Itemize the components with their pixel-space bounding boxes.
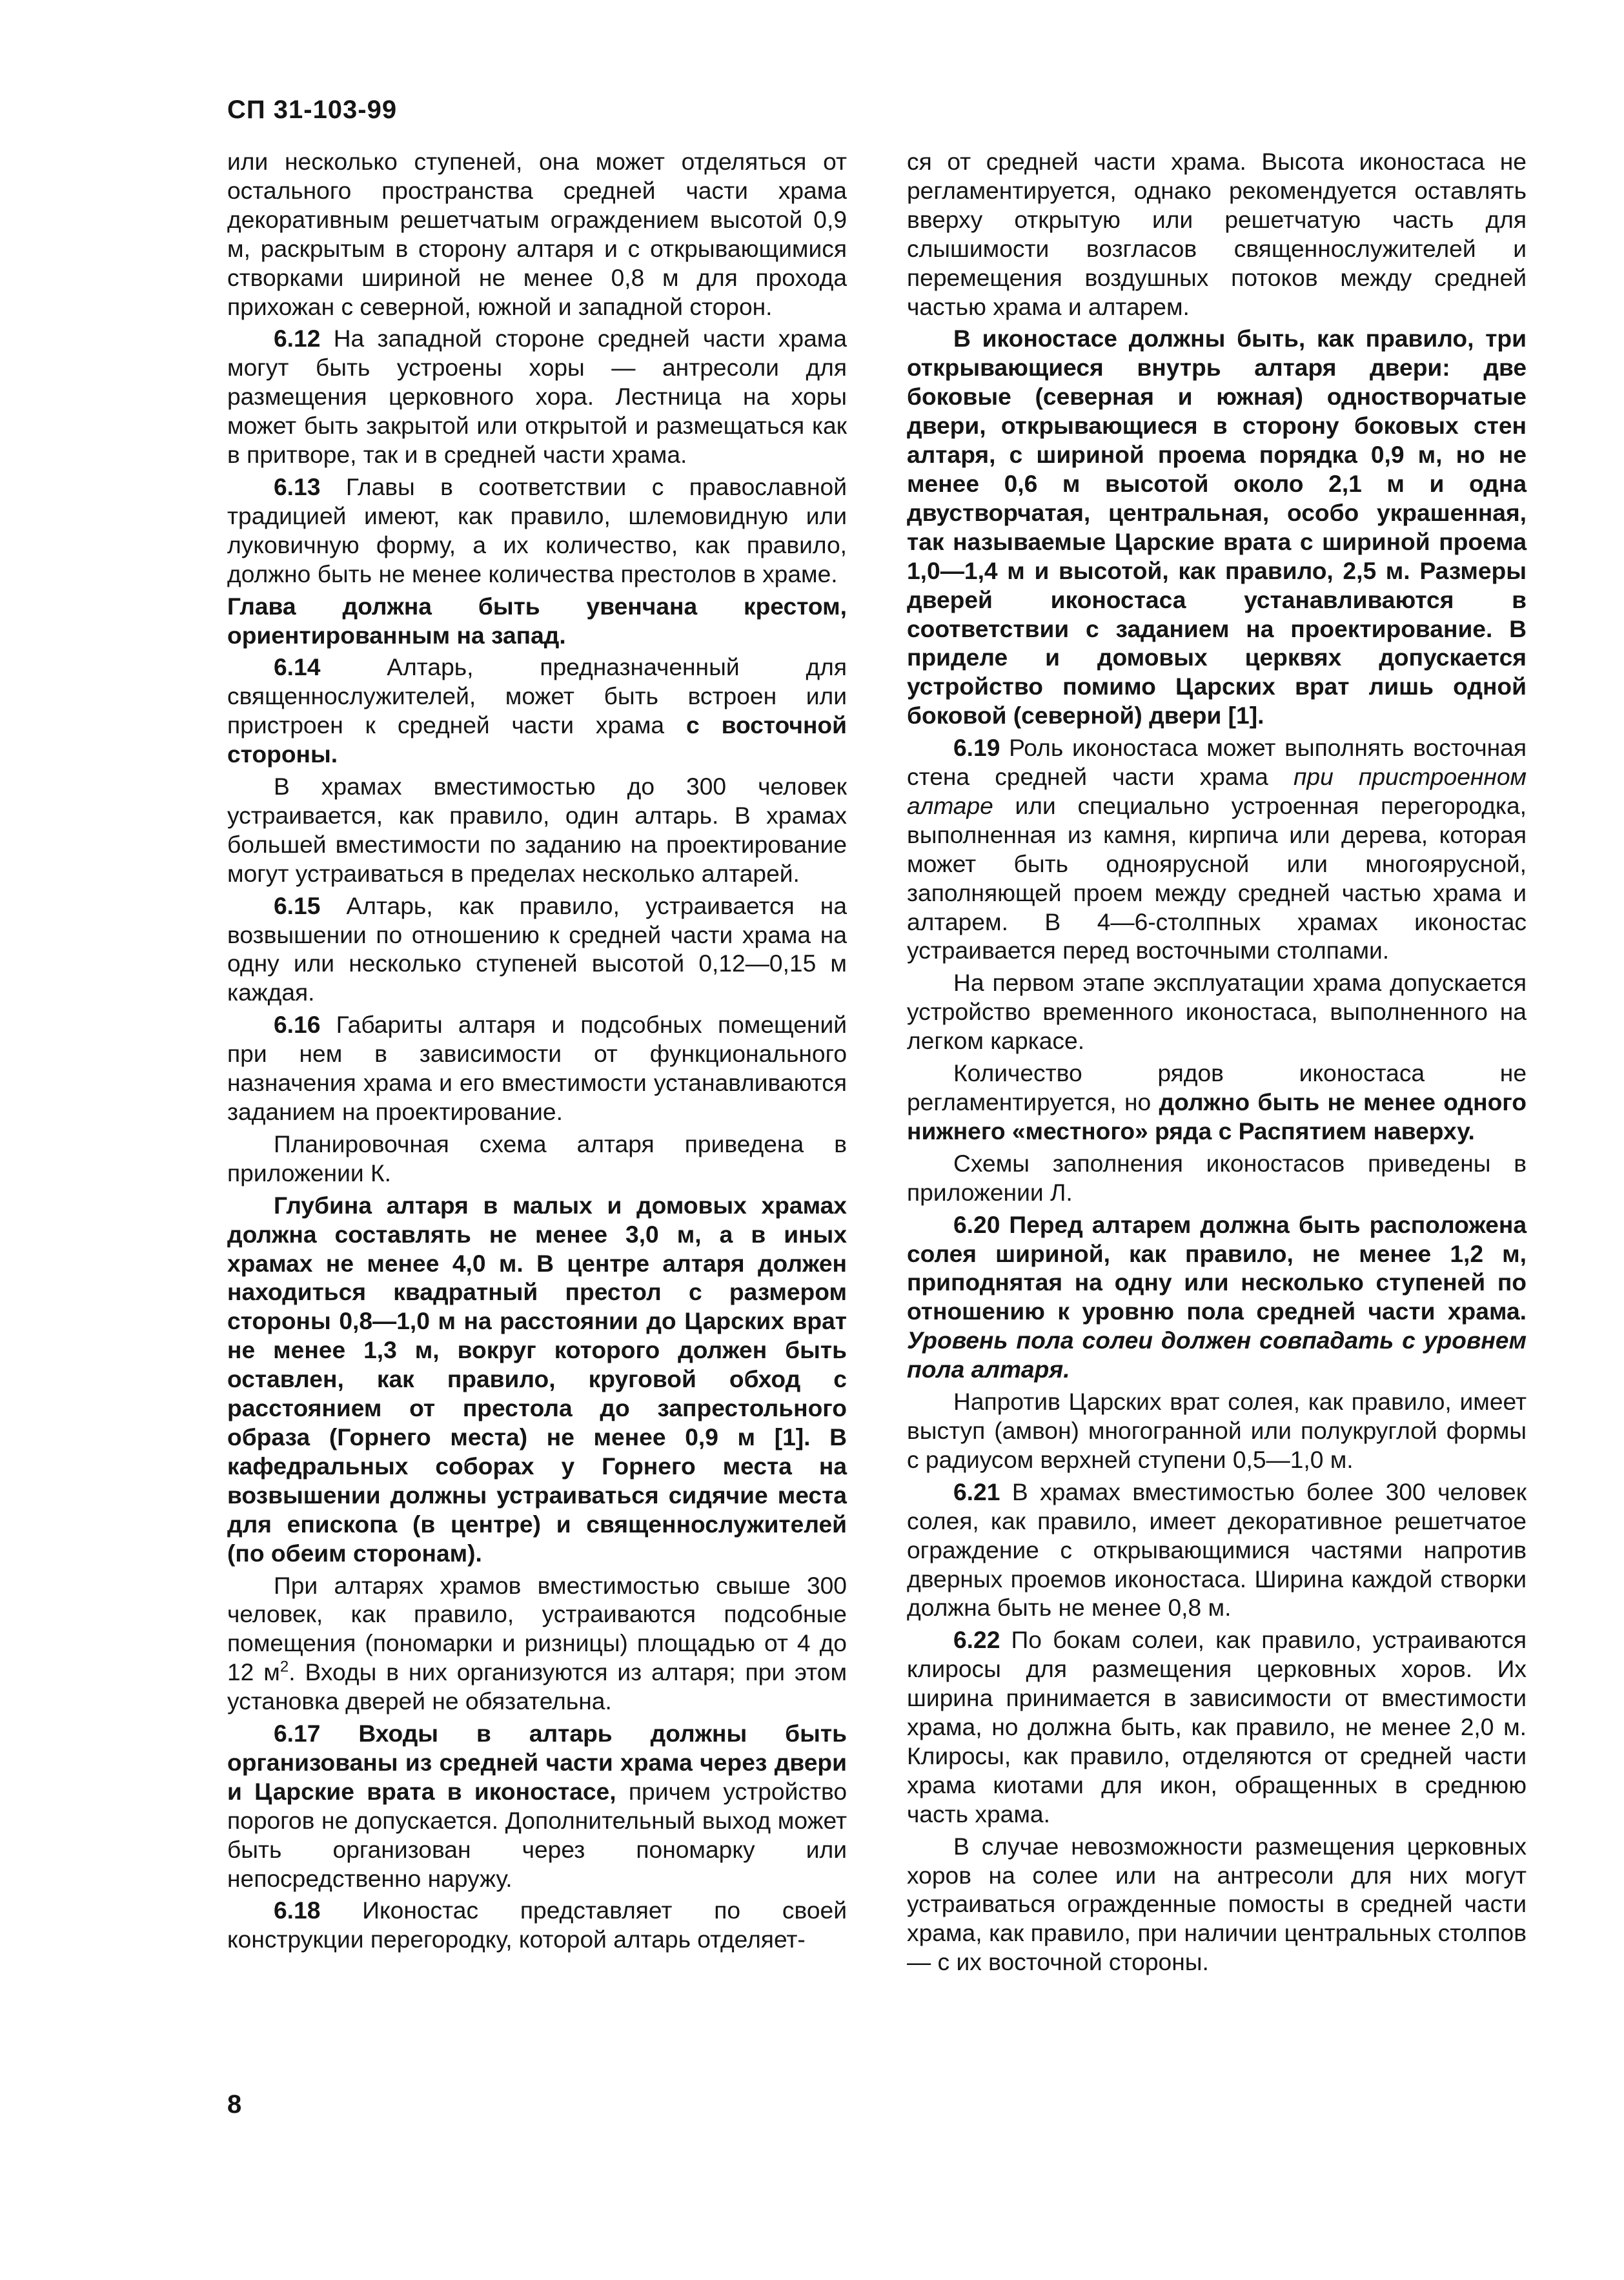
clause-number: 6.17 (274, 1720, 321, 1747)
clause-6-20 (907, 1210, 1527, 1384)
clause-6-13 (227, 473, 847, 589)
clause-number: 6.21 (953, 1478, 1000, 1505)
text: или несколько ступеней, она может отделяться от остального пространства средней части храма декоративным решетчатым ограждением высотой 0,9 м, раскрытым в сторону алтаря и с открывающимися створками шириной не менее 0,8 м для прохода прихожан с северной, южной и западной сторон. (227, 148, 847, 320)
text: При алтарях храмов вместимостью свыше 300 человек, как правило, устраиваются подсобные помещения (пономарки и ризницы) площадью от 4 до 12 м (227, 1571, 847, 1686)
paragraph: В случае невозможности размещения церковных хоров на солее или на антресоли для них могут устраиваться огражденные помосты в средней части храма, как правило, при наличии центральных столпов — с их восточной стороны. (907, 1832, 1527, 1976)
bold-requirement: В иконостасе должны быть, как правило, три открывающиеся внутрь алтаря двери: две боковые (северная и южная) одностворчатые двери, открывающиеся в сторону боковых стен алтаря, с шириной проема порядка 0,9 м, но не менее 0,6 м высотой около 2,1 м и одна двустворчатая, центральная, особо украшенная, так называемые Царские врата с шириной проема 1,0—1,4 м и высотой, как правило, 2,5 м. Размеры дверей иконостаса устанавливаются в соответствии с заданием на проектирование. В приделе и домовых церквях допускается устройство помимо Царских врат лишь одной боковой (северной) двери [1]. (907, 325, 1527, 729)
clause-6-16 (227, 1010, 847, 1126)
bold-text: с восточной стороны. (227, 711, 847, 768)
text: В храмах вместимостью более 300 человек солея, как правило, имеет декоративное решетчатое ограждение с открывающимися частями напротив дверных проемов иконостаса. Ширина каждой створки должна быть не менее 0,8 м. (907, 1478, 1527, 1622)
bold-text: Входы в алтарь должны быть организованы из средней части храма через двери и Царские врата в иконостасе, (227, 1720, 847, 1805)
paragraph: Планировочная схема алтаря приведена в приложении К. (227, 1130, 847, 1186)
text: причем устройство порогов не допускается. Дополнительный выход может быть организован через пономарку или непосредственно наружу. (227, 1777, 848, 1892)
bold-text: должно быть не менее одного нижнего «местного» ряда с Распятием наверху. (907, 1088, 1527, 1145)
text: Главы в соответствии с православной традицией имеют, как правило, шлемовидную или луковичную форму, а их количество, как правило, должно быть не менее количества престолов в храме. (227, 473, 847, 587)
paragraph (227, 1571, 847, 1716)
bold-text: Перед алтарем должна быть расположена солея шириной, как правило, не менее 1,2 м, приподнятая на одну или несколько ступеней по отношению к уровню пола средней части храма. (907, 1210, 1527, 1325)
text: Алтарь, предназначенный для священнослужителей, может быть встроен или пристроен к средней части храма (227, 653, 847, 739)
text: Количество рядов иконостаса не регламентируется, но (907, 1059, 1527, 1115)
clause-number: 6.14 (274, 653, 321, 681)
bold-requirement (227, 1191, 847, 1568)
clause-number: 6.19 (953, 734, 1000, 762)
paragraph: Схемы заполнения иконостасов приведены в приложении Л. (907, 1149, 1527, 1206)
clause-6-15 (227, 891, 847, 1008)
clause-6-17 (227, 1719, 847, 1893)
clause-6-14 (227, 653, 847, 769)
clause-number: 6.12 (274, 325, 321, 352)
clause-number: 6.20 (953, 1210, 1000, 1238)
text: Алтарь, как правило, устраивается на возвышении по отношению к средней части храма на одну или несколько ступеней высотой 0,12—0,15 м каждая. (227, 891, 847, 1006)
right-column (907, 147, 1527, 1980)
paragraph: В храмах вместимостью до 300 человек устраивается, как правило, один алтарь. В храмах большей вместимости по заданию на проектирование могут устраиваться в пределах несколько алтарей. (227, 773, 847, 887)
text: Габариты алтаря и подсобных помещений при нем в зависимости от функционального назначения храма и его вместимости устанавливаются заданием на проектирование. (227, 1011, 847, 1125)
clause-number: 6.16 (274, 1011, 321, 1039)
text: На западной стороне средней части храма могут быть устроены хоры — антресоли для размещения церковного хора. Лестница на хоры может быть закрытой или открытой и размещаться как в притворе, так и в средней части храма. (227, 325, 847, 469)
italic-text: при пристроенном алтаре (907, 763, 1527, 819)
clause-number: 6.13 (274, 473, 321, 500)
paragraph: На первом этапе эксплуатации храма допускается устройство временного иконостаса, выполненного на легком каркасе. (907, 969, 1527, 1055)
bold-requirement: Глава должна быть увенчана крестом, ориентированным на запад. (227, 592, 847, 649)
paragraph-continuation (227, 147, 847, 321)
paragraph: Напротив Царских врат солея, как правило, имеет выступ (амвон) многогранной или полукруглой формы с радиусом верхней ступени 0,5—1,0 м. (907, 1388, 1527, 1473)
text: . Входы в них организуются из алтаря; при этом установка дверей не обязательна. (227, 1658, 848, 1715)
clause-6-22 (907, 1625, 1527, 1828)
bold-italic-text: Уровень пола солеи должен совпадать с уровнем пола алтаря. (907, 1327, 1527, 1383)
text: Глубина алтаря в малых и домовых храмах должна составлять не менее 3,0 м, а в иных храмах не менее 4,0 м. В центре алтаря должен находиться квадратный престол с размером стороны 0,8—1,0 м на расстоянии до Царских врат не менее 1,3 м, (227, 1191, 847, 1364)
document-code-header: СП 31-103-99 (227, 96, 398, 124)
text: Роль иконостаса может выполнять восточная стена средней части храма (907, 734, 1527, 791)
clause-6-12 (227, 324, 847, 469)
text: Иконостас представляет по своей конструкции перегородку, которой алтарь отделяет- (227, 1897, 847, 1953)
paragraph (907, 1059, 1527, 1146)
clause-number: 6.15 (274, 891, 321, 919)
left-column (227, 147, 847, 1957)
clause-number: 6.22 (953, 1626, 1000, 1654)
text: или специально устроенная перегородка, выполненная из камня, кирпича или дерева, которая может быть одноярусной или многоярусной, заполняющей проем между средней частью храма и алтарем. В 4—6-столпных храмах иконостас устраивается перед восточными столпами. (907, 791, 1527, 964)
page-number: 8 (227, 2090, 242, 2119)
clause-6-21 (907, 1478, 1527, 1623)
paragraph-continuation: ся от средней части храма. Высота иконостаса не регламентируется, однако рекомендуется оставлять вверху открытую или решетчатую часть для слышимости возгласов священнослужителей и перемещения воздушных потоков между средней частью храма и алтарем. (907, 148, 1527, 320)
text: По бокам солеи, как правило, устраиваются клиросы для размещения церковных хоров. Их ширина принимается в зависимости от вместимости храма, но должна быть, как правило, не менее 2,0 м. Клиросы, как правило, отделяются от средней части храма киотами для икон, обращенных в среднюю часть храма. (907, 1626, 1527, 1827)
clause-number: 6.18 (274, 1897, 321, 1924)
clause-6-18 (227, 1896, 847, 1954)
superscript: 2 (279, 1658, 289, 1676)
clause-6-19 (907, 733, 1527, 965)
text: вокруг которого должен быть оставлен, как правило, круговой обход с расстоянием от престола до запрестольного образа (Горнего места) не менее 0,9 м [1]. В кафедральных соборах у Горнего места на возвышении должны устраиваться сидячие места для епископа (в центре) и священнослужителей (по обеим сторонам). (227, 1336, 847, 1567)
